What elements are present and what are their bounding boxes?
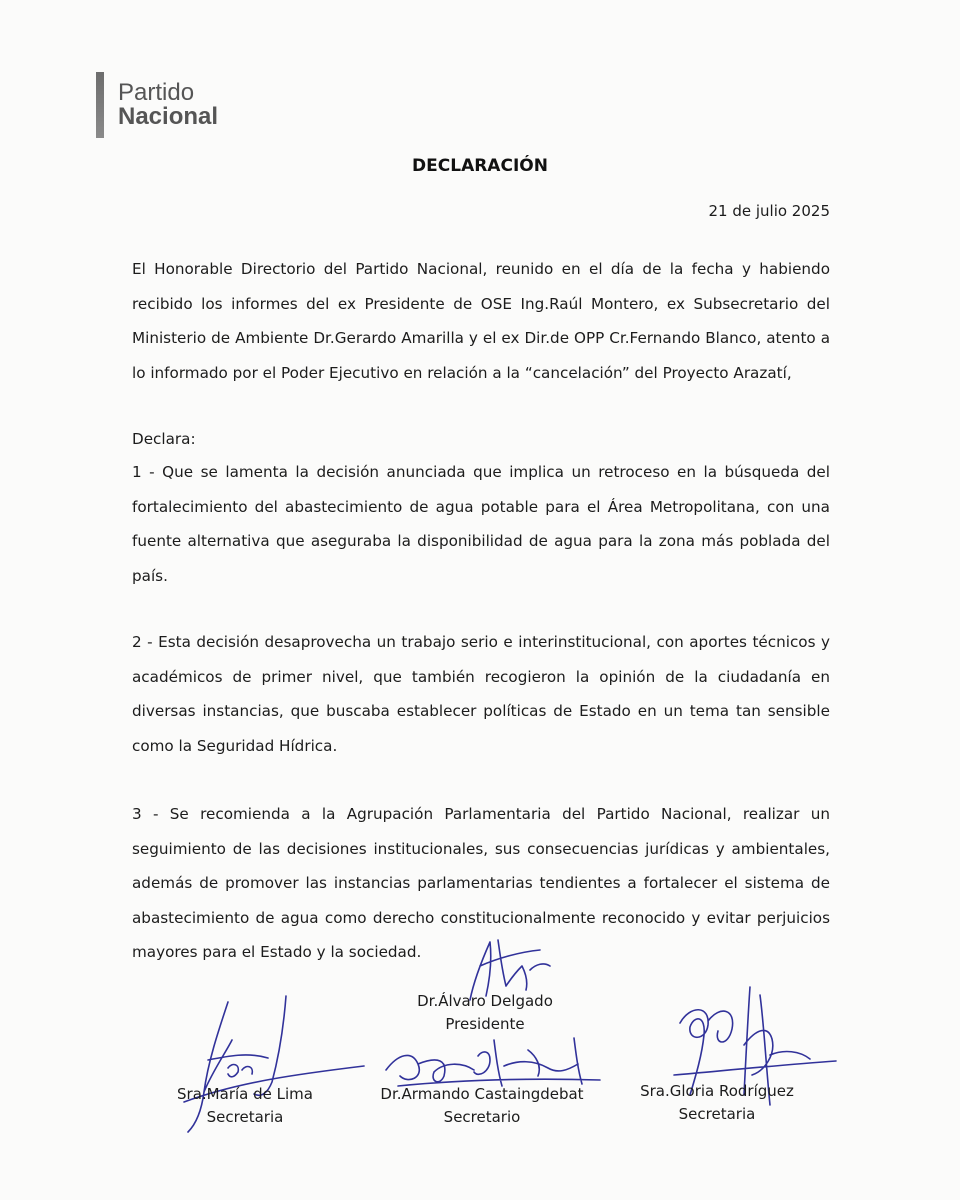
point-1-paragraph: 1 - Que se lamenta la decisión anunciada que implica un retroceso en la búsqueda del fortalecimiento del abastecimiento de agua potable para el Área Metropolitana, con una fuente alternativa que aseguraba la disponibilidad de agua para la zona más poblada del país.	[132, 463, 830, 585]
signatory-role: Secretaria	[678, 1105, 756, 1123]
signatory-role: Secretaria	[206, 1108, 284, 1126]
signatory-role: Secretario	[443, 1108, 521, 1126]
signatory-rodriguez	[622, 1080, 812, 1126]
signatory-name: Dr.Armando Castaingdebat	[380, 1085, 584, 1103]
signatory-lima	[150, 1083, 340, 1129]
point-3-paragraph: 3 - Se recomienda a la Agrupación Parlamentaria del Partido Nacional, realizar un seguimiento de las decisiones institucionales, sus consecuencias jurídicas y ambientales, además de promover las instancias parlamentarias tendientes a fortalecer el sistema de abastecimiento de agua como derecho constitucionalmente reconocido y evitar perjuicios mayores para el Estado y la sociedad.	[132, 805, 830, 961]
logo-bar	[96, 72, 104, 138]
party-logo	[96, 72, 218, 138]
signatory-name: Sra.Gloria Rodríguez	[640, 1082, 794, 1100]
signatory-name: Dr.Álvaro Delgado	[417, 992, 553, 1010]
signatory-president	[400, 990, 570, 1036]
logo-text	[118, 72, 218, 138]
signatory-role: Presidente	[445, 1015, 525, 1033]
declara-heading: Declara:	[132, 430, 196, 448]
point-2-paragraph: 2 - Esta decisión desaprovecha un trabajo serio e interinstitucional, con aportes técnicos y académicos de primer nivel, que también recogieron la opinión de la ciudadanía en diversas instancias, que buscaba establecer políticas de Estado en un tema tan sensible como la Seguridad Hídrica.	[132, 633, 830, 755]
document-date: 21 de julio 2025	[708, 202, 830, 220]
signatory-castaing	[372, 1083, 592, 1129]
signatory-name: Sra.María de Lima	[177, 1085, 313, 1103]
logo-line-2: Nacional	[118, 103, 219, 130]
document-title: DECLARACIÓN	[412, 156, 548, 176]
intro-paragraph: El Honorable Directorio del Partido Nacional, reunido en el día de la fecha y habiendo recibido los informes del ex Presidente de OSE Ing.Raúl Montero, ex Subsecretario del Ministerio de Ambiente Dr.Gerardo Amarilla y el ex Dir.de OPP Cr.Fernando Blanco, atento a lo informado por el Poder Ejecutivo en relación a la “cancelación” del Proyecto Arazatí,	[132, 260, 830, 382]
logo-line-1: Partido	[118, 78, 195, 106]
